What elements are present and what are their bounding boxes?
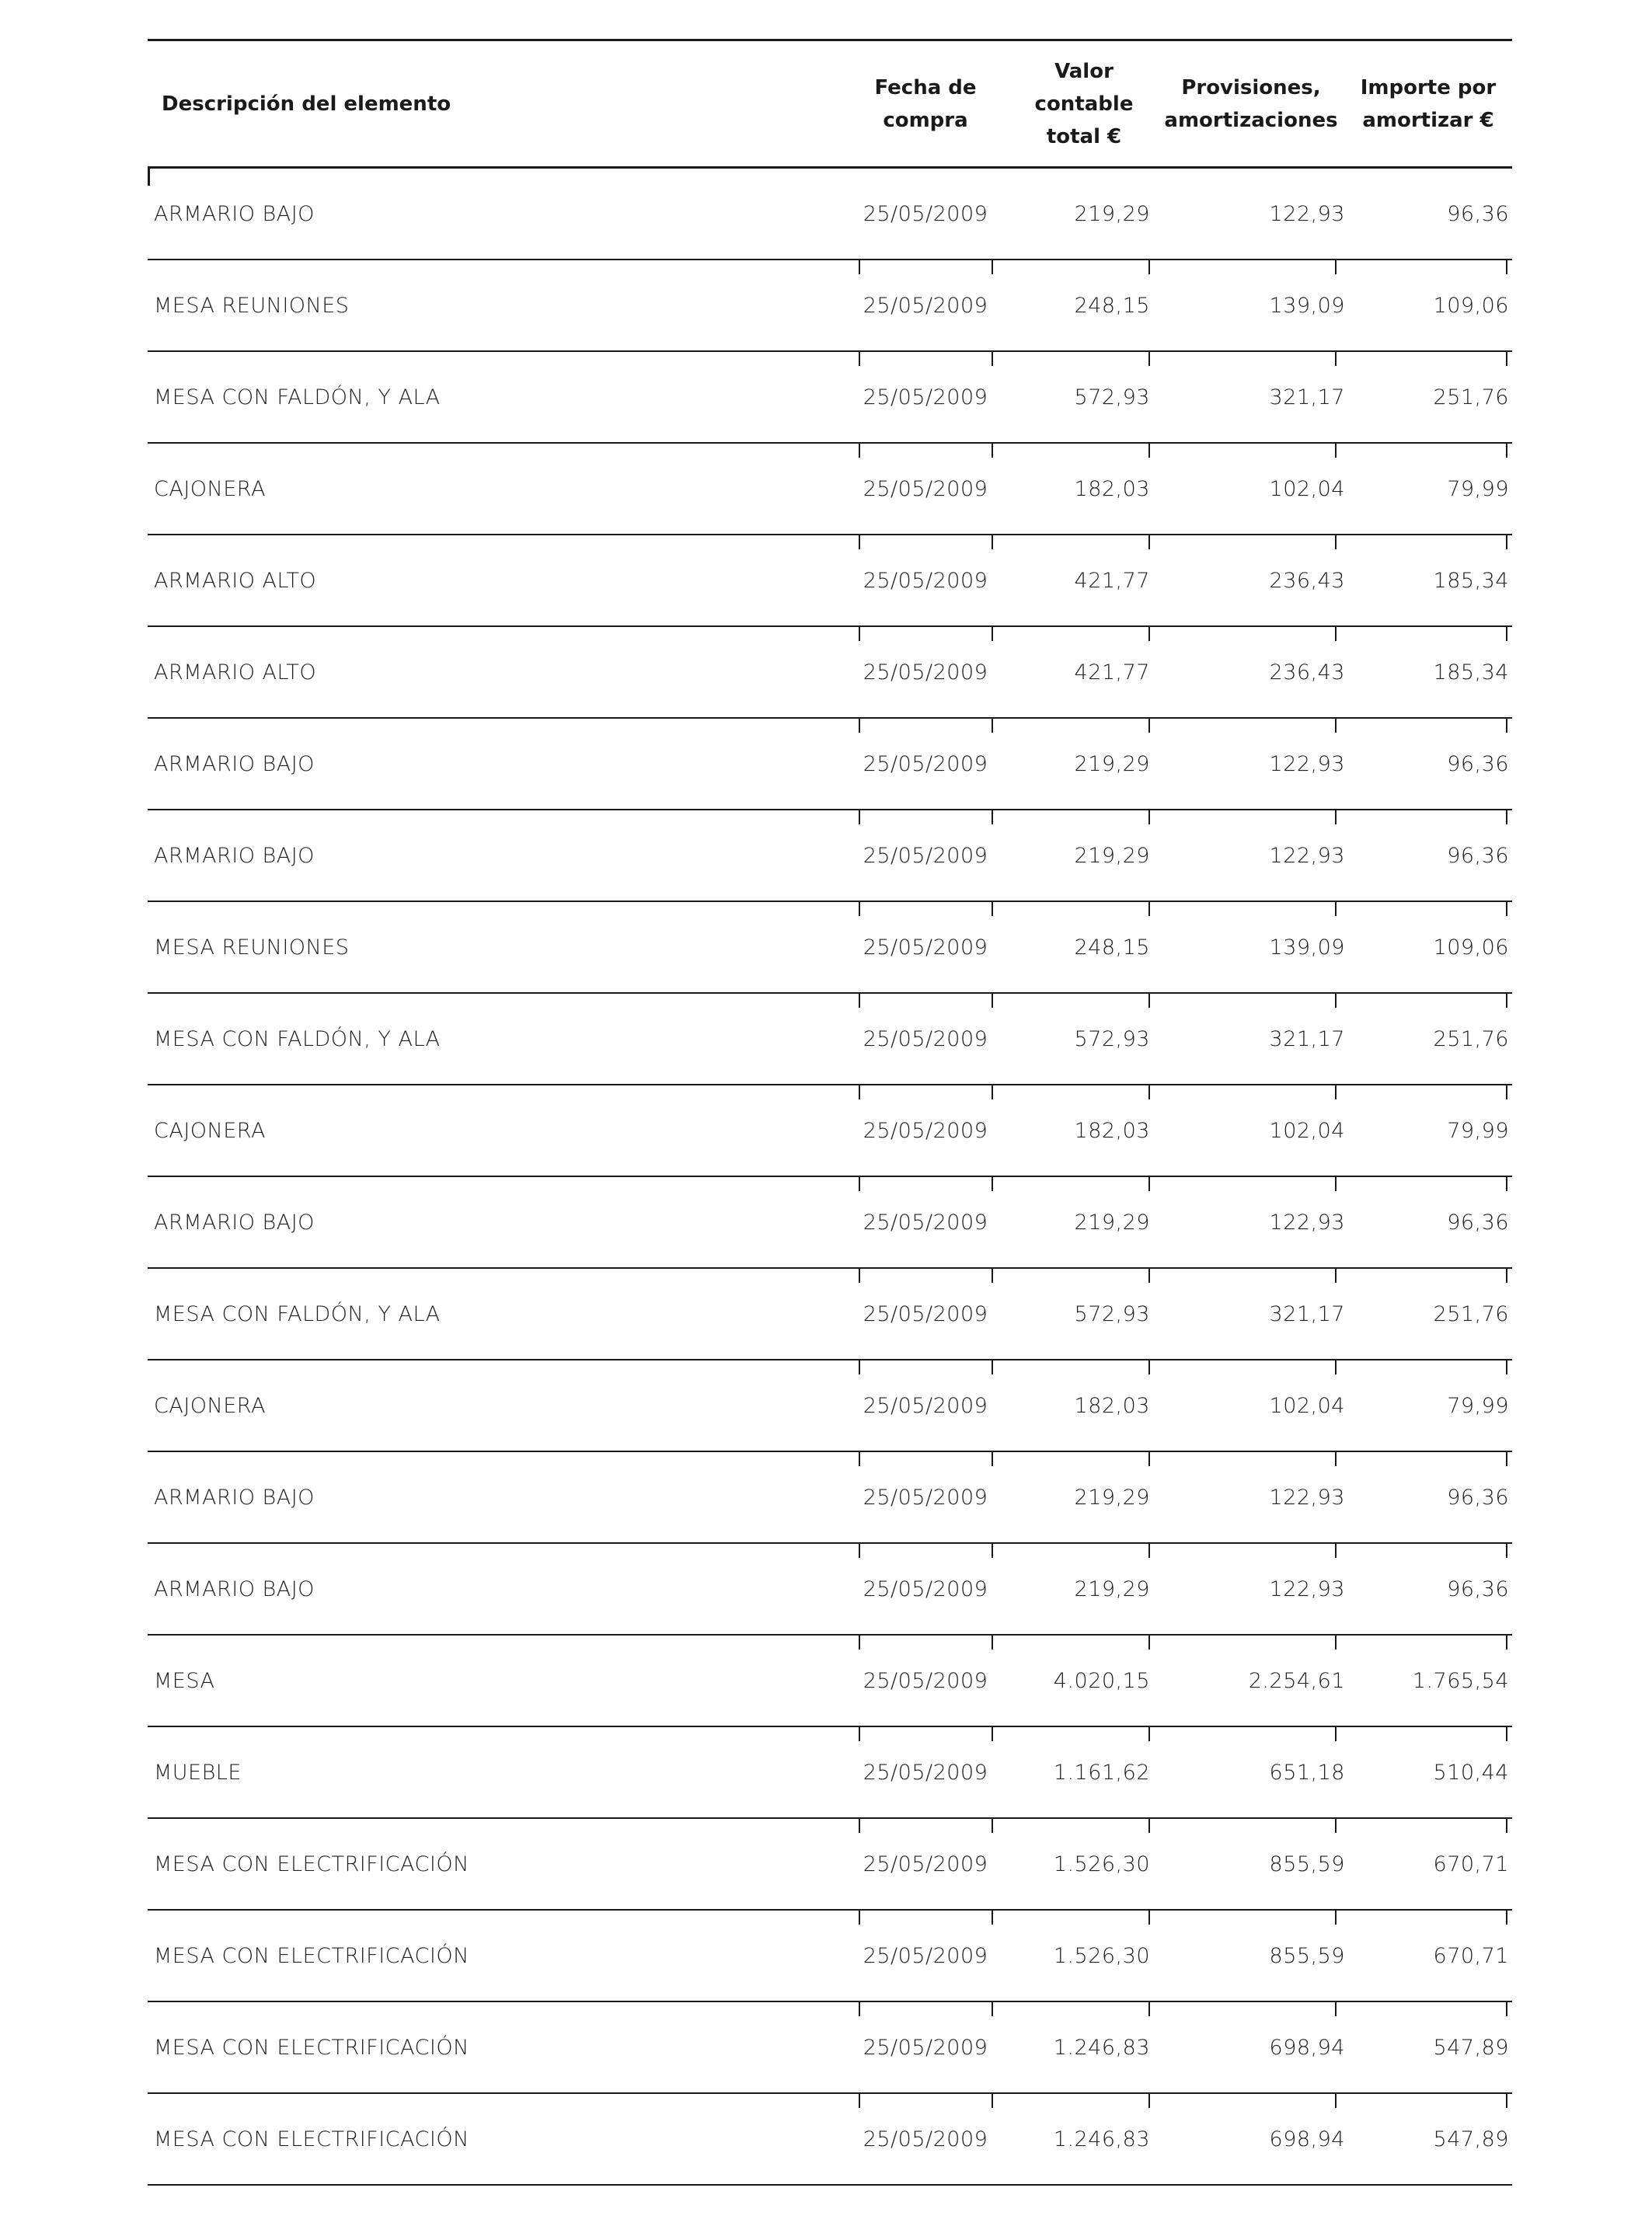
cell-provisions: 102,04 bbox=[1269, 476, 1345, 501]
cell-purchase-date: 25/05/2009 bbox=[863, 1760, 988, 1785]
cell-purchase-date: 25/05/2009 bbox=[863, 1118, 988, 1143]
cell-purchase-date: 25/05/2009 bbox=[863, 1943, 988, 1968]
header-purchase-date-line: Fecha de bbox=[874, 75, 977, 99]
cell-description: MESA CON FALDÓN, Y ALA bbox=[154, 385, 441, 409]
cell-purchase-date: 25/05/2009 bbox=[863, 660, 988, 685]
cell-amount-to-amortize: 96,36 bbox=[1447, 843, 1509, 868]
cell-book-value: 248,15 bbox=[1074, 935, 1150, 960]
cell-purchase-date: 25/05/2009 bbox=[863, 1393, 988, 1418]
cell-amount-to-amortize: 79,99 bbox=[1447, 1118, 1509, 1143]
cell-description: MESA bbox=[154, 1668, 215, 1693]
cell-book-value: 219,29 bbox=[1074, 1485, 1150, 1510]
cell-purchase-date: 25/05/2009 bbox=[863, 1026, 988, 1051]
table-row bbox=[148, 1269, 1512, 1360]
cell-description: MESA REUNIONES bbox=[154, 935, 350, 960]
table-header bbox=[148, 41, 1512, 169]
cell-book-value: 248,15 bbox=[1074, 293, 1150, 318]
cell-purchase-date: 25/05/2009 bbox=[863, 1485, 988, 1510]
table-row bbox=[148, 1452, 1512, 1544]
cell-amount-to-amortize: 96,36 bbox=[1447, 1576, 1509, 1601]
cell-description: ARMARIO BAJO bbox=[154, 1576, 315, 1601]
table-row bbox=[148, 444, 1512, 535]
cell-amount-to-amortize: 510,44 bbox=[1433, 1760, 1509, 1785]
cell-book-value: 572,93 bbox=[1074, 1026, 1150, 1051]
cell-book-value: 572,93 bbox=[1074, 1301, 1150, 1326]
cell-description: ARMARIO BAJO bbox=[154, 843, 315, 868]
cell-purchase-date: 25/05/2009 bbox=[863, 1668, 988, 1693]
header-purchase-date-line: compra bbox=[883, 108, 968, 132]
cell-purchase-date: 25/05/2009 bbox=[863, 568, 988, 593]
cell-book-value: 1.526,30 bbox=[1053, 1852, 1150, 1876]
cell-book-value: 1.246,83 bbox=[1053, 2127, 1150, 2151]
table-row bbox=[148, 535, 1512, 627]
cell-provisions: 122,93 bbox=[1269, 201, 1345, 226]
cell-description: MUEBLE bbox=[154, 1760, 242, 1785]
cell-description: ARMARIO BAJO bbox=[154, 1485, 315, 1510]
cell-purchase-date: 25/05/2009 bbox=[863, 1210, 988, 1235]
cell-book-value: 219,29 bbox=[1074, 1210, 1150, 1235]
table-row bbox=[148, 169, 1512, 260]
table-row bbox=[148, 1544, 1512, 1636]
cell-amount-to-amortize: 670,71 bbox=[1433, 1852, 1509, 1876]
header-purchase-date bbox=[839, 41, 1012, 166]
header-book-value bbox=[1018, 41, 1150, 166]
table-row bbox=[148, 1177, 1512, 1269]
cell-book-value: 1.526,30 bbox=[1053, 1943, 1150, 1968]
cell-book-value: 4.020,15 bbox=[1053, 1668, 1150, 1693]
cell-amount-to-amortize: 547,89 bbox=[1433, 2127, 1509, 2151]
cell-description: CAJONERA bbox=[154, 1393, 266, 1418]
cell-provisions: 102,04 bbox=[1269, 1118, 1345, 1143]
table-row bbox=[148, 1360, 1512, 1452]
cell-purchase-date: 25/05/2009 bbox=[863, 385, 988, 409]
cell-book-value: 219,29 bbox=[1074, 843, 1150, 868]
table-body bbox=[148, 169, 1512, 2186]
cell-provisions: 122,93 bbox=[1269, 751, 1345, 776]
table-row bbox=[148, 2002, 1512, 2094]
cell-amount-to-amortize: 251,76 bbox=[1433, 385, 1509, 409]
cell-amount-to-amortize: 96,36 bbox=[1447, 1210, 1509, 1235]
table-row bbox=[148, 1911, 1512, 2002]
header-book-value-line: total € bbox=[1046, 124, 1122, 148]
table-row bbox=[148, 1727, 1512, 1819]
cell-amount-to-amortize: 96,36 bbox=[1447, 201, 1509, 226]
cell-purchase-date: 25/05/2009 bbox=[863, 476, 988, 501]
cell-provisions: 321,17 bbox=[1269, 385, 1345, 409]
table-row bbox=[148, 352, 1512, 444]
cell-purchase-date: 25/05/2009 bbox=[863, 1301, 988, 1326]
cell-description: CAJONERA bbox=[154, 1118, 266, 1143]
cell-description: MESA CON FALDÓN, Y ALA bbox=[154, 1301, 441, 1326]
cell-amount-to-amortize: 251,76 bbox=[1433, 1026, 1509, 1051]
cell-purchase-date: 25/05/2009 bbox=[863, 843, 988, 868]
cell-description: ARMARIO BAJO bbox=[154, 1210, 315, 1235]
header-amount-to-amortize-line: Importe por bbox=[1360, 75, 1497, 99]
header-provisions-line: Provisiones, bbox=[1181, 75, 1321, 99]
cell-book-value: 572,93 bbox=[1074, 385, 1150, 409]
cell-provisions: 855,59 bbox=[1269, 1943, 1345, 1968]
cell-provisions: 321,17 bbox=[1269, 1301, 1345, 1326]
cell-description: MESA CON ELECTRIFICACIÓN bbox=[154, 1943, 469, 1968]
header-book-value-line: contable bbox=[1034, 92, 1134, 116]
cell-description: MESA CON ELECTRIFICACIÓN bbox=[154, 2127, 469, 2151]
cell-amount-to-amortize: 109,06 bbox=[1433, 293, 1509, 318]
cell-provisions: 102,04 bbox=[1269, 1393, 1345, 1418]
cell-amount-to-amortize: 1.765,54 bbox=[1412, 1668, 1509, 1693]
cell-description: MESA CON ELECTRIFICACIÓN bbox=[154, 1852, 469, 1876]
cell-description: MESA REUNIONES bbox=[154, 293, 350, 318]
table-row bbox=[148, 260, 1512, 352]
cell-amount-to-amortize: 79,99 bbox=[1447, 1393, 1509, 1418]
cell-book-value: 1.246,83 bbox=[1053, 2035, 1150, 2060]
header-provisions-line: amortizaciones bbox=[1164, 108, 1338, 132]
table-row bbox=[148, 1085, 1512, 1177]
cell-book-value: 421,77 bbox=[1074, 660, 1150, 685]
asset-table bbox=[148, 39, 1512, 2186]
cell-purchase-date: 25/05/2009 bbox=[863, 2127, 988, 2151]
cell-book-value: 219,29 bbox=[1074, 1576, 1150, 1601]
cell-purchase-date: 25/05/2009 bbox=[863, 935, 988, 960]
header-amount-to-amortize-line: amortizar € bbox=[1362, 108, 1494, 132]
cell-book-value: 182,03 bbox=[1074, 1393, 1150, 1418]
cell-purchase-date: 25/05/2009 bbox=[863, 751, 988, 776]
cell-provisions: 236,43 bbox=[1269, 568, 1345, 593]
cell-book-value: 1.161,62 bbox=[1053, 1760, 1150, 1785]
table-row bbox=[148, 719, 1512, 810]
cell-book-value: 182,03 bbox=[1074, 1118, 1150, 1143]
table-row bbox=[148, 902, 1512, 994]
cell-book-value: 421,77 bbox=[1074, 568, 1150, 593]
cell-amount-to-amortize: 185,34 bbox=[1433, 568, 1509, 593]
cell-provisions: 122,93 bbox=[1269, 1210, 1345, 1235]
table-row bbox=[148, 1636, 1512, 1727]
table-row bbox=[148, 810, 1512, 902]
table-row bbox=[148, 1819, 1512, 1911]
cell-description: ARMARIO ALTO bbox=[154, 660, 317, 685]
cell-provisions: 236,43 bbox=[1269, 660, 1345, 685]
cell-provisions: 139,09 bbox=[1269, 935, 1345, 960]
cell-amount-to-amortize: 670,71 bbox=[1433, 1943, 1509, 1968]
cell-provisions: 122,93 bbox=[1269, 843, 1345, 868]
cell-purchase-date: 25/05/2009 bbox=[863, 293, 988, 318]
cell-description: ARMARIO ALTO bbox=[154, 568, 317, 593]
cell-provisions: 698,94 bbox=[1269, 2127, 1345, 2151]
cell-amount-to-amortize: 185,34 bbox=[1433, 660, 1509, 685]
cell-provisions: 855,59 bbox=[1269, 1852, 1345, 1876]
cell-book-value: 219,29 bbox=[1074, 201, 1150, 226]
cell-provisions: 122,93 bbox=[1269, 1485, 1345, 1510]
table-row bbox=[148, 627, 1512, 719]
cell-amount-to-amortize: 79,99 bbox=[1447, 476, 1509, 501]
table-row bbox=[148, 2094, 1512, 2186]
header-amount-to-amortize bbox=[1344, 41, 1512, 166]
cell-description: MESA CON FALDÓN, Y ALA bbox=[154, 1026, 441, 1051]
cell-description: CAJONERA bbox=[154, 476, 266, 501]
cell-purchase-date: 25/05/2009 bbox=[863, 201, 988, 226]
cell-amount-to-amortize: 109,06 bbox=[1433, 935, 1509, 960]
cell-provisions: 139,09 bbox=[1269, 293, 1345, 318]
cell-purchase-date: 25/05/2009 bbox=[863, 1852, 988, 1876]
cell-amount-to-amortize: 251,76 bbox=[1433, 1301, 1509, 1326]
header-provisions bbox=[1158, 41, 1344, 166]
cell-book-value: 219,29 bbox=[1074, 751, 1150, 776]
cell-amount-to-amortize: 96,36 bbox=[1447, 751, 1509, 776]
cell-amount-to-amortize: 547,89 bbox=[1433, 2035, 1509, 2060]
cell-provisions: 651,18 bbox=[1269, 1760, 1345, 1785]
header-description bbox=[162, 41, 706, 166]
cell-description: MESA CON ELECTRIFICACIÓN bbox=[154, 2035, 469, 2060]
header-book-value-line: Valor bbox=[1054, 59, 1114, 83]
cell-provisions: 321,17 bbox=[1269, 1026, 1345, 1051]
row-corner-tick bbox=[148, 169, 150, 186]
cell-book-value: 182,03 bbox=[1074, 476, 1150, 501]
cell-description: ARMARIO BAJO bbox=[154, 751, 315, 776]
cell-provisions: 2.254,61 bbox=[1248, 1668, 1345, 1693]
cell-purchase-date: 25/05/2009 bbox=[863, 1576, 988, 1601]
cell-provisions: 122,93 bbox=[1269, 1576, 1345, 1601]
table-row bbox=[148, 994, 1512, 1085]
cell-amount-to-amortize: 96,36 bbox=[1447, 1485, 1509, 1510]
header-description-label: Descripción del elemento bbox=[162, 92, 451, 116]
cell-purchase-date: 25/05/2009 bbox=[863, 2035, 988, 2060]
cell-description: ARMARIO BAJO bbox=[154, 201, 315, 226]
cell-provisions: 698,94 bbox=[1269, 2035, 1345, 2060]
